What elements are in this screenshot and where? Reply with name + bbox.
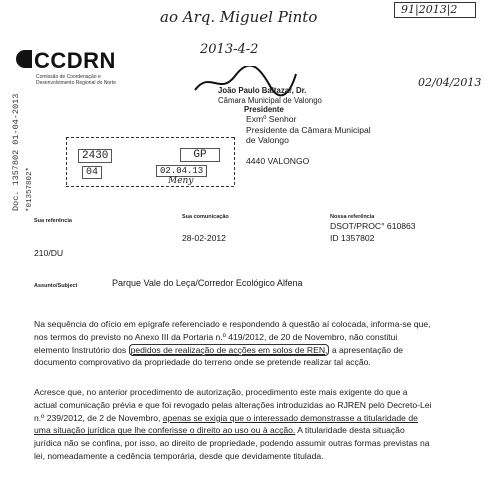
addressee-line-1: Exmº Senhor bbox=[246, 114, 297, 124]
stamp-date: 04 bbox=[82, 166, 102, 179]
side-doc-stamp: Doc. 1357802 01-04-2013 bbox=[11, 93, 21, 211]
p2-line-3b: apenas se exigia que o interessado demonstrasse a titularidade de bbox=[162, 412, 418, 423]
stamp-dash-right bbox=[234, 137, 236, 185]
logo-name: CCDRN bbox=[34, 48, 116, 73]
p1-line-3c: a apresentação de bbox=[331, 344, 404, 355]
p2-line-4 bbox=[34, 424, 474, 437]
stamp-initials: Meny bbox=[168, 176, 194, 186]
p2-line-6: lei, nomeadamente a cedência temporária, desde que devidamente titulada. bbox=[34, 450, 324, 461]
signer-name: João Paulo Baltazar, Dr. bbox=[218, 86, 307, 95]
p2-line-4a: uma situação jurídica que lhe conferisse o direito ao uso ou à acção. bbox=[34, 425, 296, 436]
subject-label: Assunto/Subject bbox=[34, 283, 78, 289]
stamp-dash-left bbox=[66, 137, 68, 185]
handwritten-date-top: 2013-4-2 bbox=[200, 42, 259, 57]
sua-com-value: 28-02-2012 bbox=[182, 233, 226, 243]
signer-role-2: Presidente bbox=[244, 105, 284, 114]
sua-com-label: Sua comunicação bbox=[182, 214, 229, 220]
p2-line-2: actual comunicação prévia e que foi revogado pelas alterações introduzidas ao RJREN pelo Decreto-Lei bbox=[34, 399, 432, 410]
nossa-ref-value-2: ID 1357802 bbox=[330, 233, 375, 243]
doc-number: 91|2013|2 bbox=[401, 3, 458, 16]
p1-line-1: Na sequência do ofício em epígrafe referenciado e respondendo à questão aí colocada, informa-se que, bbox=[34, 319, 431, 329]
logo-subtitle-1: Comissão de Coordenação e bbox=[36, 74, 101, 80]
logo-mark-icon bbox=[16, 50, 32, 68]
addressee-line-4: 4440 VALONGO bbox=[246, 155, 310, 166]
side-barcode-number: *01357802* bbox=[26, 166, 34, 212]
handwritten-note: ao Arq. Miguel Pinto bbox=[160, 8, 318, 26]
sua-ref-label: Sua referência bbox=[34, 218, 72, 224]
p1-line-4: documento comprovativo da propriedade do terreno onde se pretende realizar tal acção. bbox=[34, 357, 371, 368]
nossa-ref-label: Nossa referência bbox=[330, 214, 375, 220]
p2-line-5: jurídica não se confina, por isso, ao direito de propriedade, podendo assumir outras formas previstas na bbox=[34, 438, 430, 449]
signer-role-1: Câmara Municipal de Valongo bbox=[218, 95, 322, 105]
stamp-code: GP bbox=[180, 148, 220, 162]
p2-line-1: Acresce que, no anterior procedimento de autorização, procedimento este mais exigente do que a bbox=[34, 387, 408, 397]
p1-line-3a: elemento Instrutório dos bbox=[34, 344, 127, 355]
p2-line-3a: n.º 239/2012, de 2 de Novembro, bbox=[34, 412, 161, 423]
nossa-ref-value-1: DSOT/PROC° 610863 bbox=[330, 221, 416, 231]
logo-subtitle-2: Desenvolvimento Regional do Norte bbox=[36, 80, 117, 86]
paragraph-2 bbox=[34, 386, 474, 463]
p1-line-3 bbox=[34, 344, 474, 357]
p2-line-3 bbox=[34, 412, 474, 425]
addressee-block bbox=[246, 114, 371, 166]
stamp-number: 2430 bbox=[78, 149, 112, 163]
doc-number-box bbox=[394, 2, 476, 18]
p1-highlight: pedidos de realização de acções em solos de REN, bbox=[130, 344, 328, 355]
paragraph-1 bbox=[34, 318, 474, 369]
subject-value: Parque Vale do Leça/Corredor Ecológico Alfena bbox=[112, 278, 303, 288]
addressee-line-2: Presidente da Câmara Municipal bbox=[246, 124, 371, 135]
stamp-date-2: 02.04.13 bbox=[156, 165, 207, 177]
addressee-line-3: de Valongo bbox=[246, 135, 289, 145]
p2-line-4b: A titularidade desta situação bbox=[297, 425, 405, 436]
sua-ref-value: 210/DU bbox=[34, 248, 64, 258]
p1-line-2: nos termos do previsto no Anexo III da Portaria n.º 419/2012, de 20 de Novembro, não constitui bbox=[34, 331, 398, 342]
handwritten-date-right: 02/04/2013 bbox=[418, 76, 482, 89]
